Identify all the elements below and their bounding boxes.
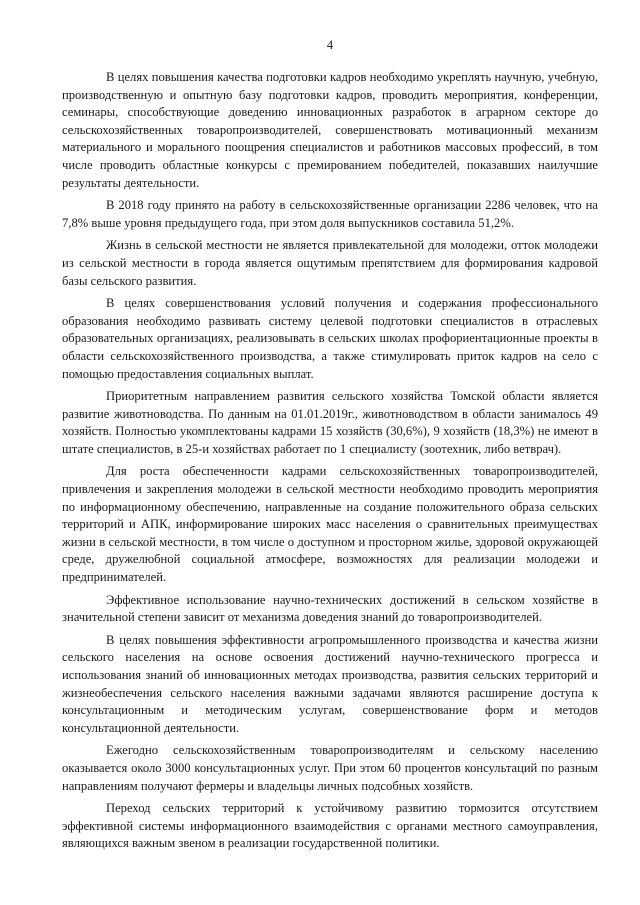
paragraph-10: Переход сельских территорий к устойчивому развитию тормозится отсутствием эффективной системы информационного взаимодействия с органами местного самоуправления, являющихся важным звеном в реализации государственной политики. [62, 801, 598, 851]
paragraph-8: В целях повышения эффективности агропромышленного производства и качества жизни сельского населения на основе освоения достижений научно-технического прогресса и использования знаний об инновационных методах производства, развития сельских территорий и жизнеобеспечения сельского населения важными задачами являются расширение доступа к консультационным и методическим услугам, совершенствование форм и методов консультационной деятельности. [62, 632, 598, 735]
paragraph-9: Ежегодно сельскохозяйственным товаропроизводителям и сельскому населению оказывается около 3000 консультационных услуг. При этом 60 процентов консультаций по разным направлениям получают фермеры и владельцы личных подсобных хозяйств. [62, 743, 598, 793]
paragraph-7: Эффективное использование научно-технических достижений в сельском хозяйстве в значительной степени зависит от механизма доведения знаний до товаропроизводителей. [62, 592, 598, 625]
paragraph-1: В целях повышения качества подготовки кадров необходимо укреплять научную, учебную, производственную и опытную базу подготовки кадров, проводить мероприятия, конференции, семинары, способствующие доведению инновационных разработок в аграрном секторе до сельскохозяйственных товаропроизводителей, совершенствовать мотивационный механизм материального и морального поощрения специалистов и работников массовых профессий, в том числе проводить областные конкурсы с премированием победителей, показавших наилучшие результаты деятельности. [62, 70, 598, 190]
paragraph-4: В целях совершенствования условий получения и содержания профессионального образования необходимо развивать систему целевой подготовки специалистов в отраслевых образовательных организациях, реализовывать в сельских школах профориентационные проекты в области сельскохозяйственного производства, а также стимулировать приток кадров на село с помощью предоставления социальных выплат. [62, 296, 598, 381]
paragraph-5: Приоритетным направлением развития сельского хозяйства Томской области является развитие животноводства. По данным на 01.01.2019г., животноводством в области занималось 49 хозяйств. Полностью укомплектованы кадрами 15 хозяйств (30,6%), 9 хозяйств (18,3%) не имеют в штате специалистов, в 25-и хозяйствах работает по 1 специалисту (зоотехник, либо ветврач). [62, 389, 598, 456]
paragraph-3: Жизнь в сельской местности не является привлекательной для молодежи, отток молодежи из сельской местности в города является ощутимым препятствием для формирования кадровой базы сельского развития. [62, 238, 598, 288]
page-number: 4 [326, 38, 334, 52]
paragraph-2: В 2018 году принято на работу в сельскохозяйственные организации 2286 человек, что на 7,8% выше уровня предыдущего года, при этом доля выпускников составила 51,2%. [62, 198, 598, 230]
paragraph-6: Для роста обеспеченности кадрами сельскохозяйственных товаропроизводителей, привлечения и закрепления молодежи в сельской местности необходимо проводить мероприятия по информационному обеспечению, направленные на создание положительного образа сельских территорий и АПК, информирование широких масс населения о сравнительных преимуществах жизни в сельской местности, в том числе о доступном и просторном жилье, здоровой окружающей среде, дружелюбной социальной атмосфере, возможностях для реализации молодежи и предпринимателей. [62, 464, 598, 585]
